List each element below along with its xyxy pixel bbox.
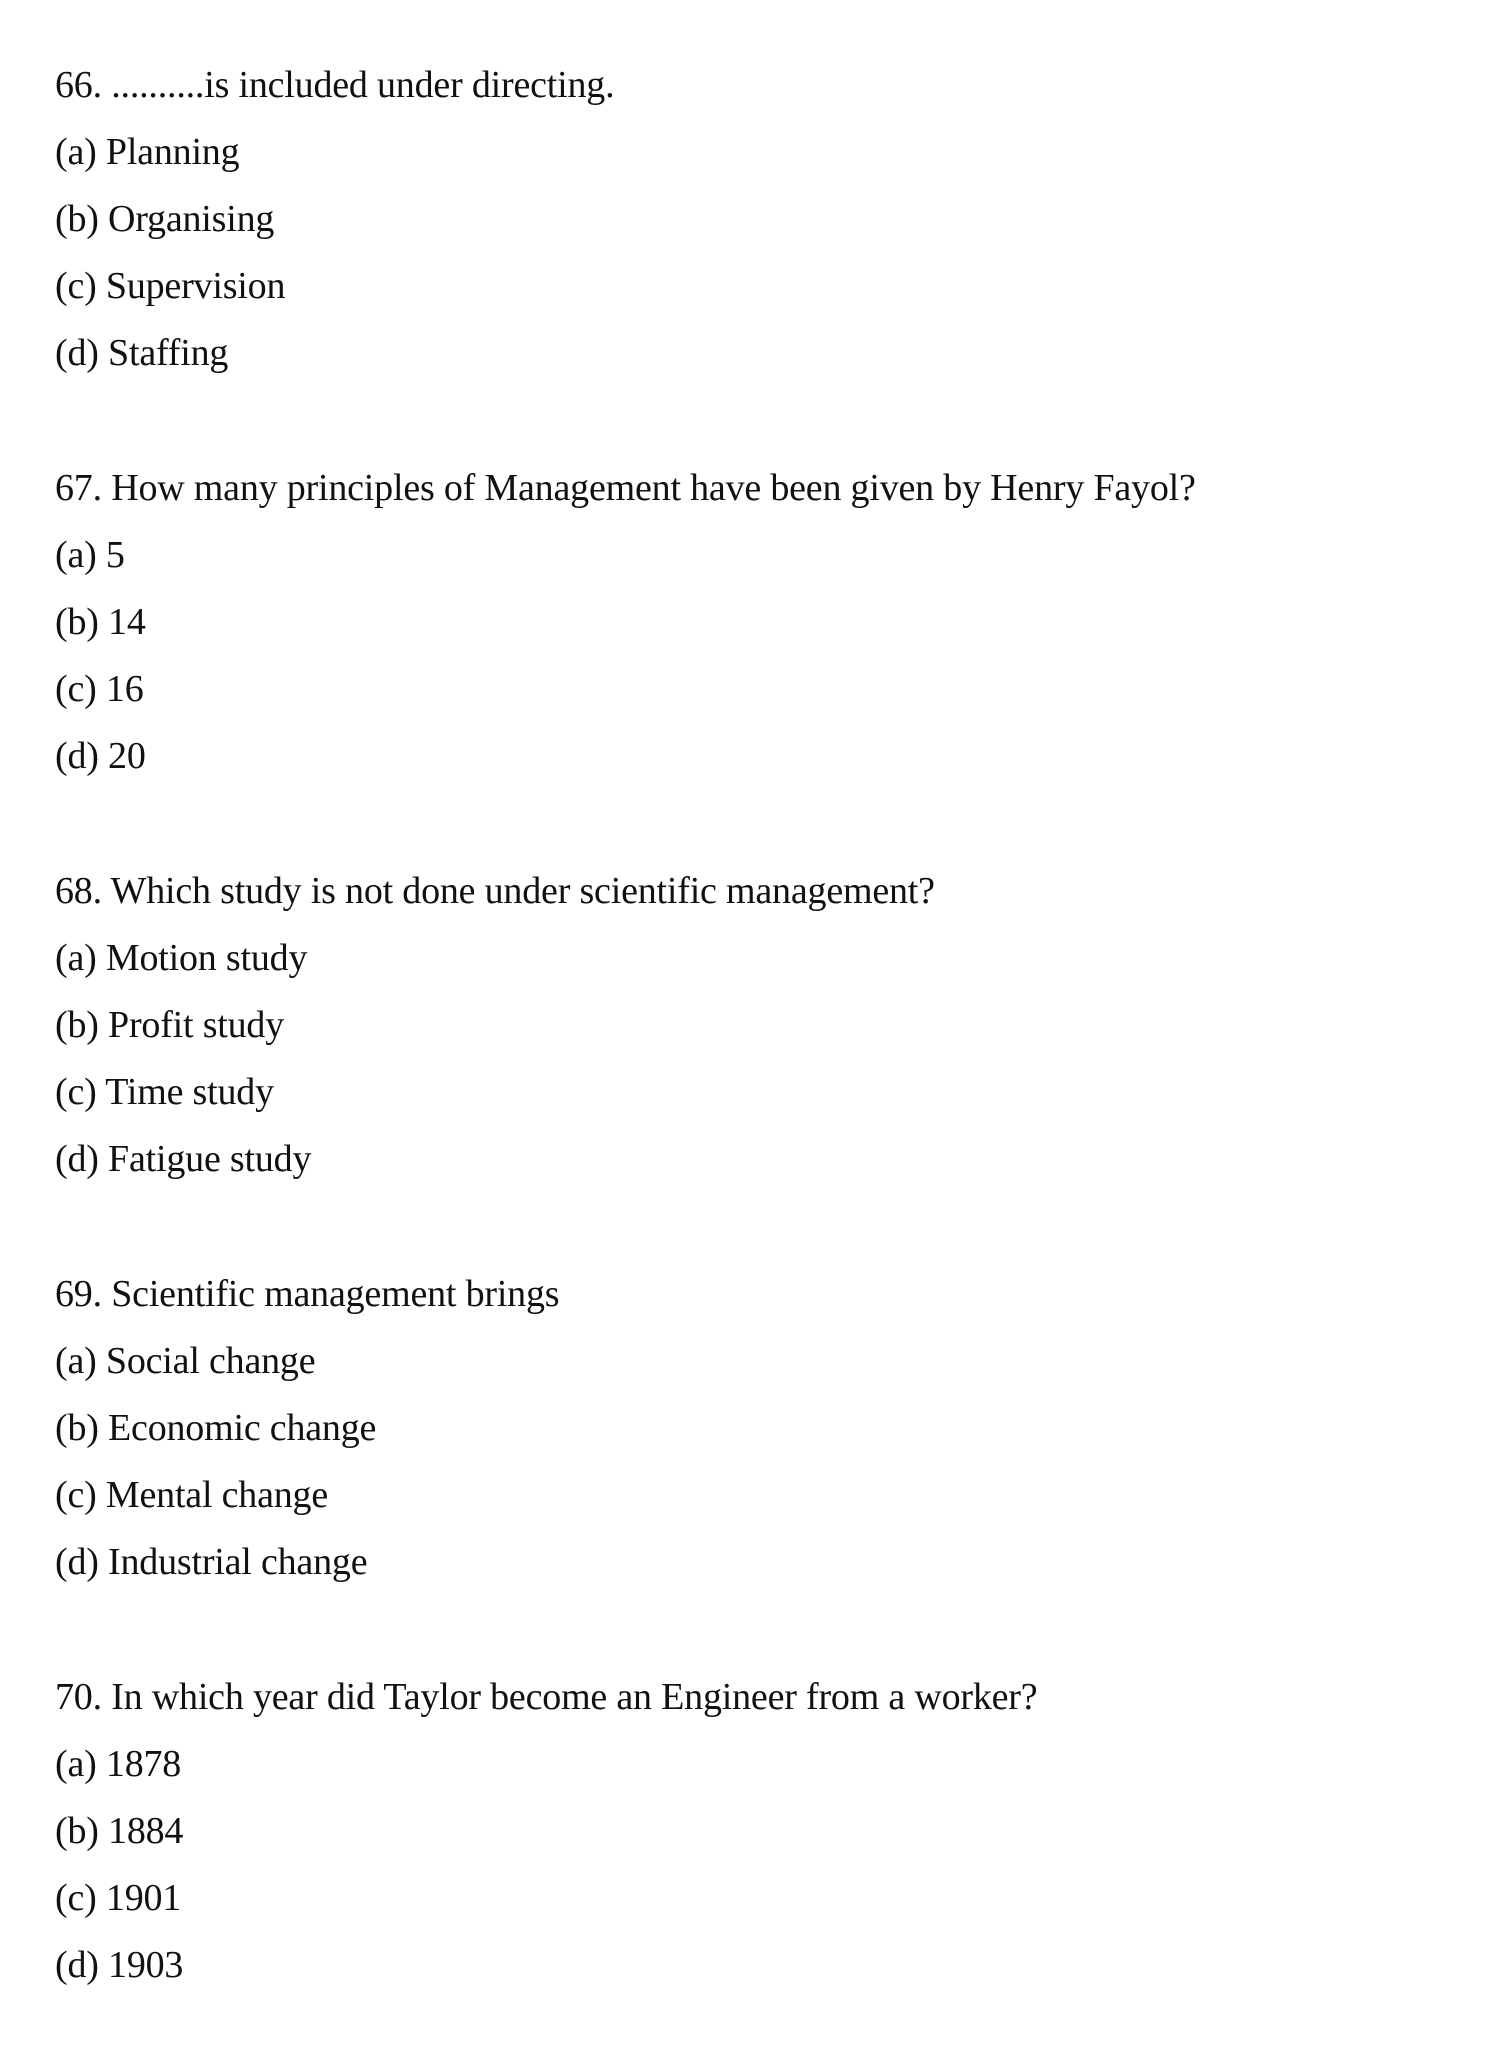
option-label: (b) bbox=[55, 1407, 99, 1449]
option-c bbox=[55, 1059, 1455, 1126]
option-label: (d) bbox=[55, 1944, 99, 1986]
question-stem bbox=[55, 858, 1455, 925]
option-d bbox=[55, 1529, 1455, 1596]
option-label: (a) bbox=[55, 1743, 97, 1785]
option-b bbox=[55, 992, 1455, 1059]
question-number: 68. bbox=[55, 870, 102, 912]
question-67 bbox=[55, 455, 1455, 790]
option-text: 1878 bbox=[105, 1743, 182, 1785]
question-text: In which year did Taylor become an Engineer from a worker? bbox=[111, 1676, 1038, 1718]
option-text: Planning bbox=[105, 131, 240, 173]
option-label: (b) bbox=[55, 198, 99, 240]
option-label: (b) bbox=[55, 1810, 99, 1852]
option-text: Industrial change bbox=[108, 1541, 368, 1583]
question-stem bbox=[55, 1664, 1455, 1731]
question-text: Which study is not done under scientific management? bbox=[110, 870, 935, 912]
option-label: (c) bbox=[55, 1071, 97, 1113]
option-text: Organising bbox=[108, 198, 275, 240]
question-number: 67. bbox=[55, 467, 102, 509]
option-text: 16 bbox=[105, 668, 144, 710]
mcq-document bbox=[55, 52, 1455, 2067]
question-number: 70. bbox=[55, 1676, 102, 1718]
option-text: Staffing bbox=[108, 332, 229, 374]
option-b bbox=[55, 1798, 1455, 1865]
option-a bbox=[55, 522, 1455, 589]
option-text: Motion study bbox=[105, 937, 308, 979]
question-70 bbox=[55, 1664, 1455, 1999]
option-text: Fatigue study bbox=[108, 1138, 312, 1180]
option-label: (d) bbox=[55, 332, 99, 374]
option-text: Time study bbox=[105, 1071, 274, 1113]
option-text: Profit study bbox=[108, 1004, 285, 1046]
option-a bbox=[55, 119, 1455, 186]
option-label: (d) bbox=[55, 1138, 99, 1180]
question-stem bbox=[55, 52, 1455, 119]
option-label: (c) bbox=[55, 668, 97, 710]
question-number: 66. bbox=[55, 64, 102, 106]
option-a bbox=[55, 1731, 1455, 1798]
option-label: (a) bbox=[55, 1340, 97, 1382]
option-text: Economic change bbox=[108, 1407, 377, 1449]
option-label: (d) bbox=[55, 735, 99, 777]
question-text: How many principles of Management have been given by Henry Fayol? bbox=[111, 467, 1196, 509]
option-b bbox=[55, 1395, 1455, 1462]
question-stem bbox=[55, 455, 1455, 522]
option-label: (b) bbox=[55, 601, 99, 643]
option-label: (a) bbox=[55, 534, 97, 576]
question-68 bbox=[55, 858, 1455, 1193]
question-number: 69. bbox=[55, 1273, 102, 1315]
option-text: 1901 bbox=[105, 1877, 182, 1919]
option-label: (a) bbox=[55, 937, 97, 979]
option-a bbox=[55, 925, 1455, 992]
option-text: 20 bbox=[108, 735, 146, 777]
option-label: (c) bbox=[55, 265, 97, 307]
option-text: 1903 bbox=[108, 1944, 184, 1986]
option-d bbox=[55, 320, 1455, 387]
option-label: (b) bbox=[55, 1004, 99, 1046]
option-c bbox=[55, 1462, 1455, 1529]
option-text: Supervision bbox=[105, 265, 286, 307]
option-label: (a) bbox=[55, 131, 97, 173]
option-label: (c) bbox=[55, 1474, 97, 1516]
option-c bbox=[55, 656, 1455, 723]
option-text: 1884 bbox=[108, 1810, 184, 1852]
option-b bbox=[55, 186, 1455, 253]
option-b bbox=[55, 589, 1455, 656]
option-c bbox=[55, 253, 1455, 320]
option-text: Mental change bbox=[105, 1474, 329, 1516]
option-label: (c) bbox=[55, 1877, 97, 1919]
option-d bbox=[55, 723, 1455, 790]
option-a bbox=[55, 1328, 1455, 1395]
question-stem bbox=[55, 1261, 1455, 1328]
option-text: 14 bbox=[108, 601, 146, 643]
question-66 bbox=[55, 52, 1455, 387]
question-text: ..........is included under directing. bbox=[111, 64, 615, 106]
option-c bbox=[55, 1865, 1455, 1932]
question-text: Scientific management brings bbox=[111, 1273, 560, 1315]
option-label: (d) bbox=[55, 1541, 99, 1583]
option-text: 5 bbox=[105, 534, 125, 576]
option-d bbox=[55, 1126, 1455, 1193]
question-69 bbox=[55, 1261, 1455, 1596]
option-text: Social change bbox=[105, 1340, 316, 1382]
option-d bbox=[55, 1932, 1455, 1999]
